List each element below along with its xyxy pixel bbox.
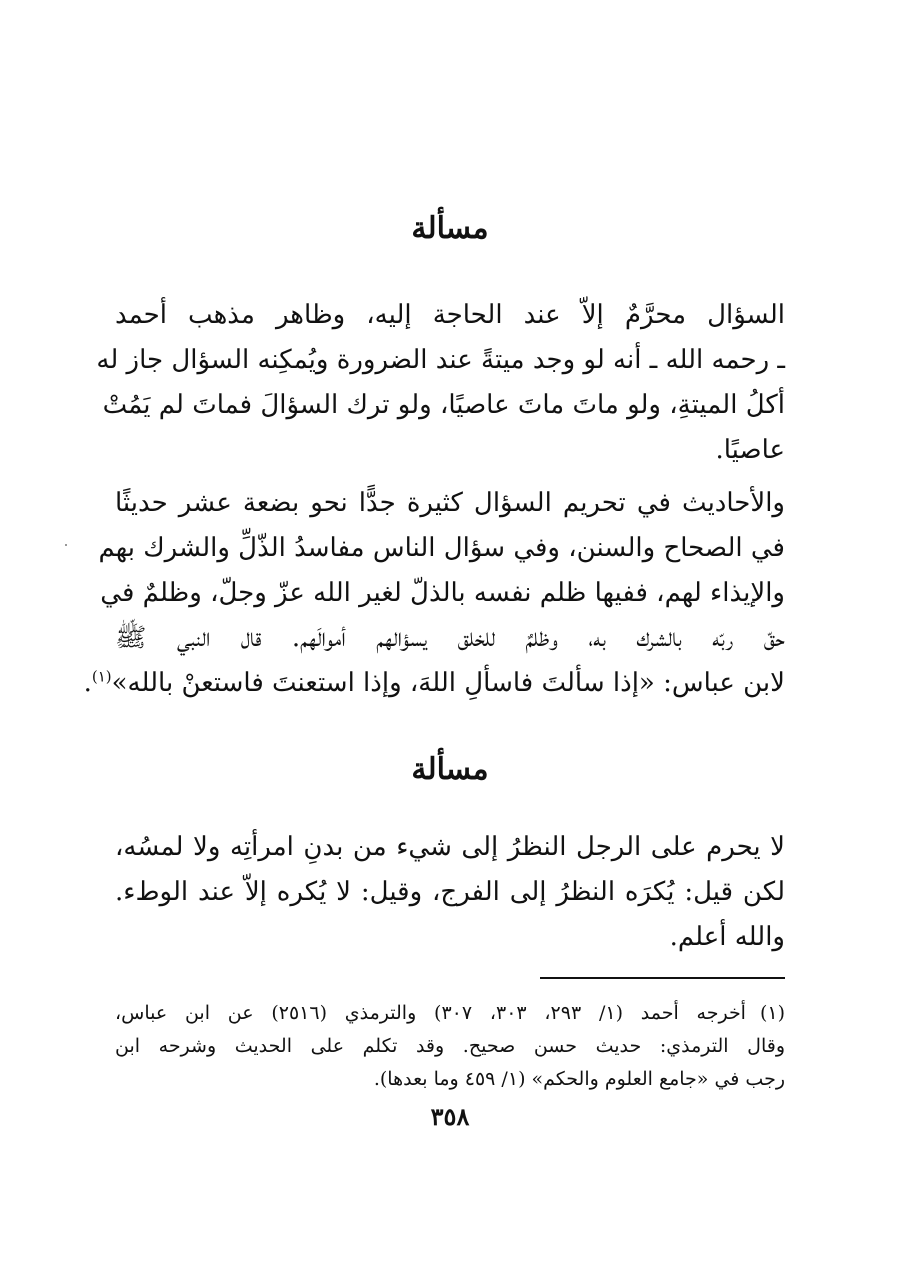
footnote-line — [115, 997, 785, 1030]
paragraph-line: السؤال محرَّمٌ إلاّ عند الحاجة إليه، وظاهر مذهب أحمد — [115, 300, 785, 330]
paragraph-line: والإيذاء لهم، ففيها ظلم نفسه بالذلّ لغير الله عزّ وجلّ، وظلمٌ في — [100, 578, 785, 608]
paragraph-line: في الصحاح والسنن، وفي سؤال الناس مفاسدُ الذّلِّ والشرك بهم — [98, 533, 785, 563]
footnote-text: أخرجه أحمد (١/ ٢٩٣، ٣٠٣، ٣٠٧) والترمذي (٢٥١٦) عن ابن عباس، — [115, 1002, 746, 1024]
paragraph-line: عاصيًا. — [715, 435, 785, 465]
page-number: ٣٥٨ — [430, 1102, 470, 1131]
paragraph-line: حقّ ربّه بالشرك به، وظلمٌ للخلق يسؤالهم أموالَهم. قال النبي ﷺ — [115, 623, 785, 653]
sentence-end: . — [83, 668, 92, 698]
section-heading-1: مسألة — [411, 211, 489, 246]
paragraph-looking — [115, 825, 785, 960]
footnote — [115, 997, 785, 1096]
footnote-line: وقال الترمذي: حديث حسن صحيح. وقد تكلم على الحديث وشرحه ابن — [115, 1035, 785, 1057]
paragraph-hadiths — [83, 481, 785, 706]
paragraph-line: لا يحرم على الرجل النظرُ إلى شيء من بدنِ امرأتِه ولا لمسُه، — [115, 832, 785, 862]
document-page — [83, 0, 786, 1271]
paragraph-line: ـ رحمه الله ـ أنه لو وجد ميتةً عند الضرورة ويُمكِنه السؤال جاز له — [96, 345, 785, 375]
footnote-reference: (١) — [91, 667, 112, 686]
paragraph-line-last — [83, 661, 785, 706]
footnote-divider — [540, 977, 785, 979]
scan-speck — [65, 544, 67, 546]
paragraph-line: والله أعلم. — [669, 922, 785, 952]
paragraph-begging — [96, 293, 785, 473]
paragraph-line: لكن قيل: يُكرَه النظرُ إلى الفرج، وقيل: لا يُكره إلاّ عند الوطء. — [115, 877, 785, 907]
footnote-line: رجب في «جامع العلوم والحكم» (١/ ٤٥٩ وما بعدها). — [373, 1068, 785, 1090]
footnote-number: (١) — [759, 1002, 786, 1024]
section-heading-2: مسألة — [411, 752, 489, 787]
paragraph-line: والأحاديث في تحريم السؤال كثيرة جدًّا نحو بضعة عشر حديثًا — [115, 488, 785, 518]
paragraph-line: أكلُ الميتةِ، ولو ماتَ ماتَ عاصيًا، ولو ترك السؤالَ فماتَ لم يَمُتْ — [102, 390, 785, 420]
hadith-quote: لابن عباس: «إذا سألتَ فاسألِ اللهَ، وإذا استعنتَ فاستعنْ بالله» — [111, 668, 785, 698]
